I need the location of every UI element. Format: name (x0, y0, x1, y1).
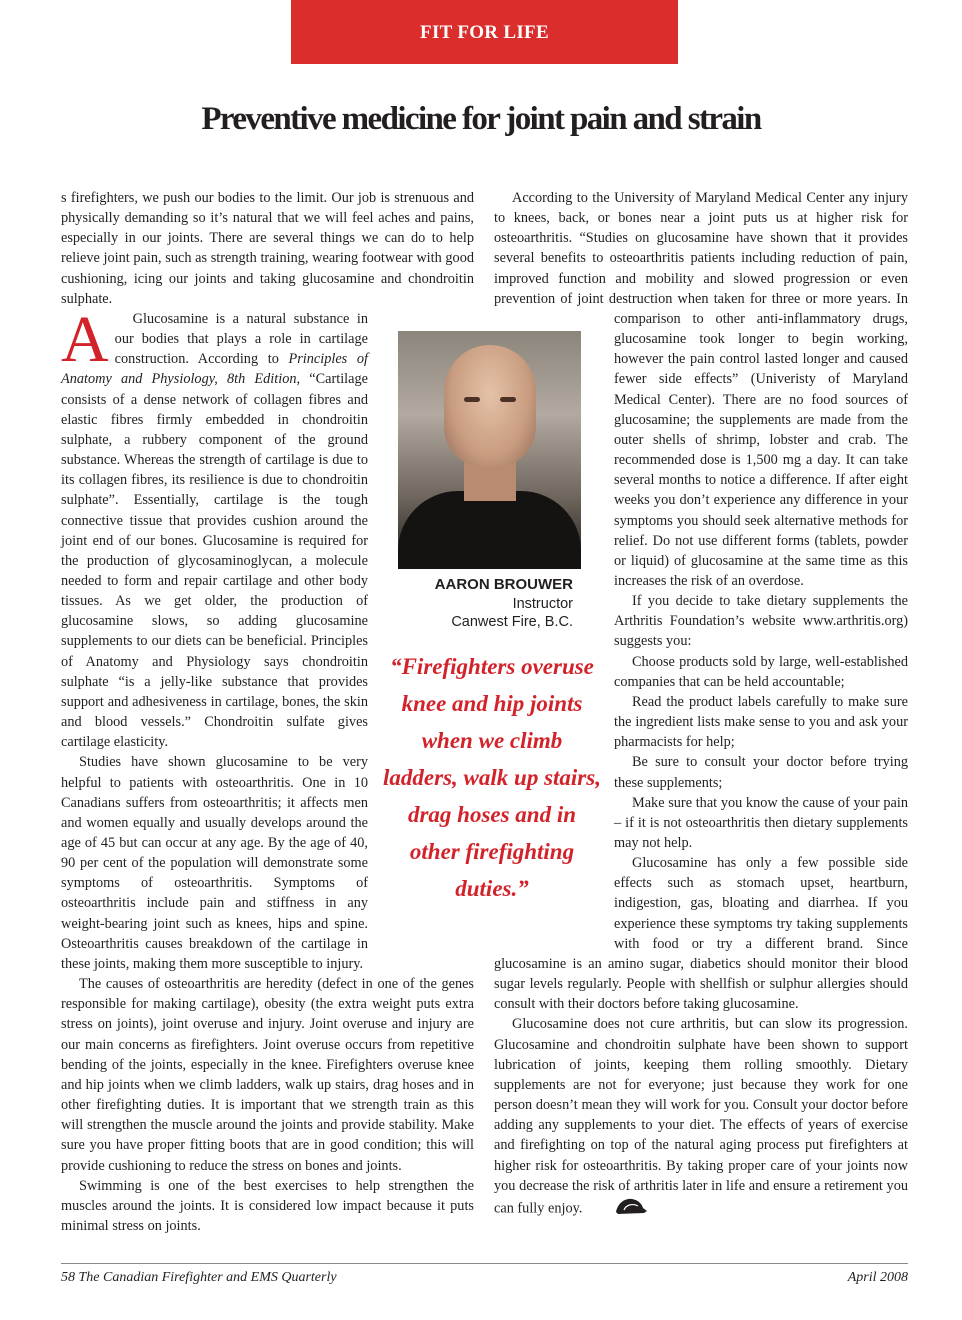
pull-quote: “Firefighters overuse knee and hip joints when we climb ladders, walk up stairs, drag hoses and in other firefighting duties.” (383, 654, 601, 901)
body-paragraph: The causes of osteoarthritis are heredity (defect in one of the genes responsible for making cartilage), obesity (the extra weight puts extra stress on joints), joint overuse and injury. Joint overuse and injury are our main concerns as firefighters. Joint overuse occurs from repetitive bending of the joints, especially in the knee. Firefighters overuse knee and hip joints when we climb ladders, walk up stairs, drag hoses and in other firefighting duties. It is important that we strength train as this will strengthen the muscle around the joints and provide stability. Make sure you have proper fitting boots that are in good condition; this will provide cushioning to reduce the stress on bones and joints. (61, 976, 474, 1174)
list-item: Read the product labels carefully to make sure the ingredient lists make sense to you and ask your pharmacists for help; (614, 693, 908, 751)
body-paragraph: Glucosamine has only a few possible side effects such as stomach upset, heartburn, indigestion, gas, bloating and diarrhea. If you experience these symptoms try taking supplements with food or try a different brand. Since glucosamine is an amino sugar, diabetics should monitor their blood sugar levels regularly. People with shellfish or sulphur allergies should consult with their doctors before taking glucosamine. (494, 855, 908, 1013)
list-item: Choose products sold by large, well-established companies that can be held accountable; (614, 653, 908, 690)
caption-name: AARON BROUWER (434, 576, 573, 593)
caption-org: Canwest Fire, B.C. (451, 614, 573, 630)
body-paragraph: According to the University of Maryland Medical Center any injury to knees, back, or bones near a joint puts us at higher risk for osteoarthritis. “Studies on glucosamine have shown that it provides several benefits to osteoarthritis patients including reduction of pain, improved function and mobility and slowed progression or even prevention of joint destruction when taken for three or more years. In comparison to other anti-inflammatory drugs, glucosamine took longer to begin working, however the pain control lasted longer and caused fewer side effects” (Univeristy of Maryland Medical Center). There are no food sources of glucosamine; the supplements are made from the outer shells of shrimp, lobster and crab. The recommended dose is 1,500 mg a day. It can take several months to notice a difference. If after eight weeks you don’t experience any difference in your symptoms you should seek alternative methods for relief. Do not use different forms (tablets, powder or liquid) of glucosamine at the same time as this increases the risk of an overdose. (494, 190, 908, 589)
body-paragraph: Studies have shown glucosamine to be very helpful to patients with osteoarthritis. One in 10 Canadians suffers from osteoarthritis; it affects men and women equally and usually develops around the age of 45 but can occur at any age. By the age of 40, 90 per cent of the population will demonstrate some symptoms of osteoarthritis. Symptoms of osteoarthritis include pain and stiffness in any weight-bearing joint such as knees, hips and spine. Osteoarthritis causes breakdown of the cartilage in these joints, making them more susceptible to injury. (61, 754, 368, 972)
caption-title: Instructor (512, 596, 573, 612)
section-banner: FIT FOR LIFE (291, 0, 678, 64)
body-paragraph: Glucosamine is a natural substance in our bodies that plays a role in cartilage construction. According to Principles of Anatomy and Physiology, 8th Edition, “Cartilage consists of a dense network of collagen fibres and elastic fibres firmly embedded in chondroitin sulphate, a rubbery component of the ground substance. Whereas the strength of cartilage is due to its collagen fibres, its resilience is due to chondroitin sulphate”. Essentially, cartilage is the tough connective tissue that provides cushion around the joint end of our bones. Glucosamine is required for the production of glycosaminoglycan, a molecule needed to form and repair cartilage and other body tissues. As we get older, the production of glucosamine slows, so adding glucosamine supplements to our diets can be beneficial. Principles of Anatomy and Physiology says chondroitin sulphate “is a jelly-like substance that provides support and adhesiveness in cartilage, bones, the skin and blood vessels.” Chondroitin sulfate gives cartilage elasticity. (61, 310, 368, 751)
footer-date: April 2008 (847, 1270, 908, 1285)
body-paragraph: If you decide to take dietary supplements the Arthritis Foundation’s website www.arthritis.org) suggests you: (614, 593, 908, 650)
footer-publication: 58 The Canadian Firefighter and EMS Quarterly (61, 1270, 337, 1285)
drop-cap: A (61, 303, 109, 376)
body-paragraph: Swimming is one of the best exercises to help strengthen the muscles around the joints. It is considered low impact because it puts minimal stress on joints. (61, 1177, 474, 1234)
firefighter-helmet-icon (596, 1196, 648, 1222)
portrait-photo (398, 331, 581, 569)
list-item: Make sure that you know the cause of your pain – if it is not osteoarthritis then dietary supplements may not help. (614, 794, 908, 851)
footer-divider (61, 1263, 908, 1264)
page-title: Preventive medicine for joint pain and strain (201, 101, 761, 137)
list-item: Be sure to consult your doctor before trying these supplements; (614, 754, 908, 791)
body-paragraph: Glucosamine does not cure arthritis, but can slow its progression. Glucosamine and chondroitin sulphate have been shown to support lubrication of joints, keeping them rolling smoothly. Dietary supplements are not for everyone; just because they work for one person doesn’t mean they will work for you. Consult your doctor before adding any supplements to your diet. The effects of years of exercise and firefighting on top of the natural aging process put firefighters at higher risk for osteoarthritis. By taking proper care of your joints now you decrease the risk of arthritis later in life and ensure a retirement you can fully enjoy. (494, 1014, 908, 1222)
intro-paragraph: A s firefighters, we push our bodies to the limit. Our job is strenuous and physically demanding so it’s natural that we will feel aches and pains, especially in our joints. There are several things we can do to help relieve joint pain, such as strength training, wearing footwear with good cushioning, icing our joints and taking glucosamine and chondroitin sulphate. (61, 190, 474, 376)
